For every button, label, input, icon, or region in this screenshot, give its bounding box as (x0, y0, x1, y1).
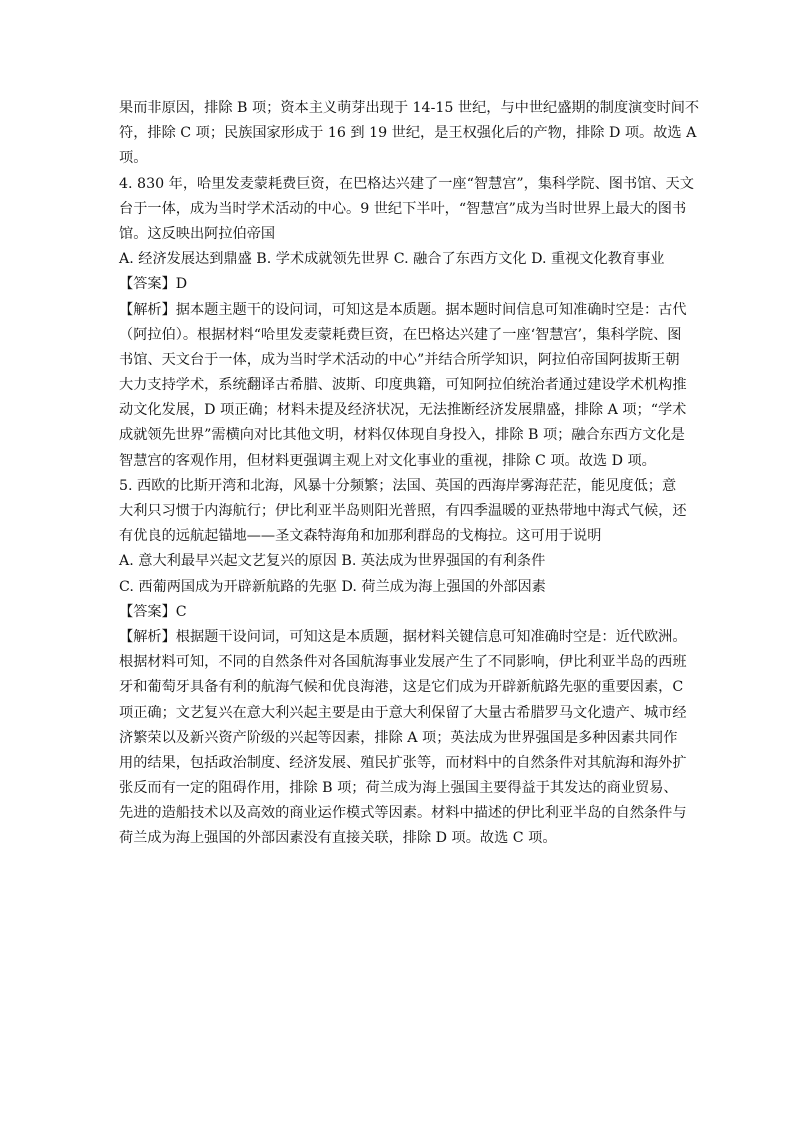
text-line: 用的结果，包括政治制度、经济发展、殖民扩张等，而材料中的自然条件对其航海和海外扩 (119, 754, 687, 771)
text-line: 台于一体，成为当时学术活动的中心。9 世纪下半叶，“智慧宫”成为当时世界上最大的图书 (119, 200, 687, 217)
text-line: 济繁荣以及新兴资产阶级的兴起等因素，排除 A 项；英法成为世界强国是多种因素共同作 (119, 729, 678, 746)
question-5-answer: 【答案】C (119, 603, 187, 620)
text-line: 项正确；文艺复兴在意大利兴起主要是由于意大利保留了大量古希腊罗马文化遗产、城市经 (119, 704, 687, 721)
text-line: （阿拉伯）。根据材料“哈里发麦蒙耗费巨资，在巴格达兴建了一座‘智慧宫’，集科学院、图 (119, 326, 682, 343)
text-line: 张反而有一定的阻碍作用，排除 B 项；荷兰成为海上强国主要得益于其发达的商业贸易、 (119, 780, 678, 797)
text-line: 大利只习惯于内海航行；伊比利亚半岛则阳光普照，有四季温暖的亚热带地中海式气候，还 (119, 503, 687, 519)
text-line: 成就领先世界”需横向对比其他文明，材料仅体现自身投入，排除 B 项；融合东西方文化是 (119, 427, 685, 444)
text-line: 荷兰成为海上强国的外部因素没有直接关联，排除 D 项。故选 C 项。 (119, 830, 557, 847)
question-5-options-cd: C. 西葡两国成为开辟新航路的先驱 D. 荷兰成为海上强国的外部因素 (119, 578, 546, 595)
text-line: 书馆、天文台于一体，成为当时学术活动的中心”并结合所学知识，阿拉伯帝国阿拔斯王朝 (119, 351, 680, 368)
text-line: 根据材料可知，不同的自然条件对各国航海事业发展产生了不同影响，伊比利亚半岛的西班 (119, 654, 687, 671)
text-line: 大力支持学术，系统翻译古希腊、波斯、印度典籍，可知阿拉伯统治者通过建设学术机构推 (119, 377, 687, 394)
question-4-answer: 【答案】D (119, 276, 188, 293)
question-5-stem: 5. 西欧的比斯开湾和北海，风暴十分频繁；法国、英国的西海岸雾海茫茫，能见度低；意 (119, 477, 677, 494)
question-5-options-ab: A. 意大利最早兴起文艺复兴的原因 B. 英法成为世界强国的有利条件 (119, 553, 546, 570)
text-line: 符，排除 C 项；民族国家形成于 16 到 19 世纪，是王权强化后的产物，排除 D 项。故选 A (119, 125, 697, 142)
text-line: 牙和葡萄牙具备有利的航海气候和优良海港，这是它们成为开辟新航路先驱的重要因素，C (119, 679, 684, 696)
text-line: 有优良的远航起锚地——圣文森特海角和加那利群岛的戈梅拉。这可用于说明 (119, 528, 602, 545)
text-line: 馆。这反映出阿拉伯帝国 (119, 225, 276, 242)
text-line: 果而非原因，排除 B 项；资本主义萌芽出现于 14-15 世纪，与中世纪盛期的制度演变时间不 (119, 100, 700, 116)
question-4-options: A. 经济发展达到鼎盛 B. 学术成就领先世界 C. 融合了东西方文化 D. 重视文化教育事业 (119, 251, 665, 268)
text-line: 项。 (119, 150, 148, 167)
text-line: 智慧宫的客观作用，但材料更强调主观上对文化事业的重视，排除 C 项。故选 D 项。 (119, 452, 656, 469)
question-4-stem: 4. 830 年，哈里发麦蒙耗费巨资，在巴格达兴建了一座“智慧宫”，集科学院、图书馆、天文 (119, 175, 694, 192)
text-line: 动文化发展，D 项正确；材料未提及经济状况，无法推断经济发展鼎盛，排除 A 项；“学术 (119, 402, 687, 419)
question-5-analysis: 【解析】根据题干设问词，可知这是本质题，据材料关键信息可知准确时空是：近代欧洲。 (119, 628, 687, 645)
document-page (119, 96, 700, 852)
question-4-analysis: 【解析】据本题主题干的设问词，可知这是本质题。据本题时间信息可知准确时空是：古代 (119, 301, 687, 318)
text-line: 先进的造船技术以及高效的商业运作模式等因素。材料中描述的伊比利亚半岛的自然条件与 (119, 805, 687, 822)
